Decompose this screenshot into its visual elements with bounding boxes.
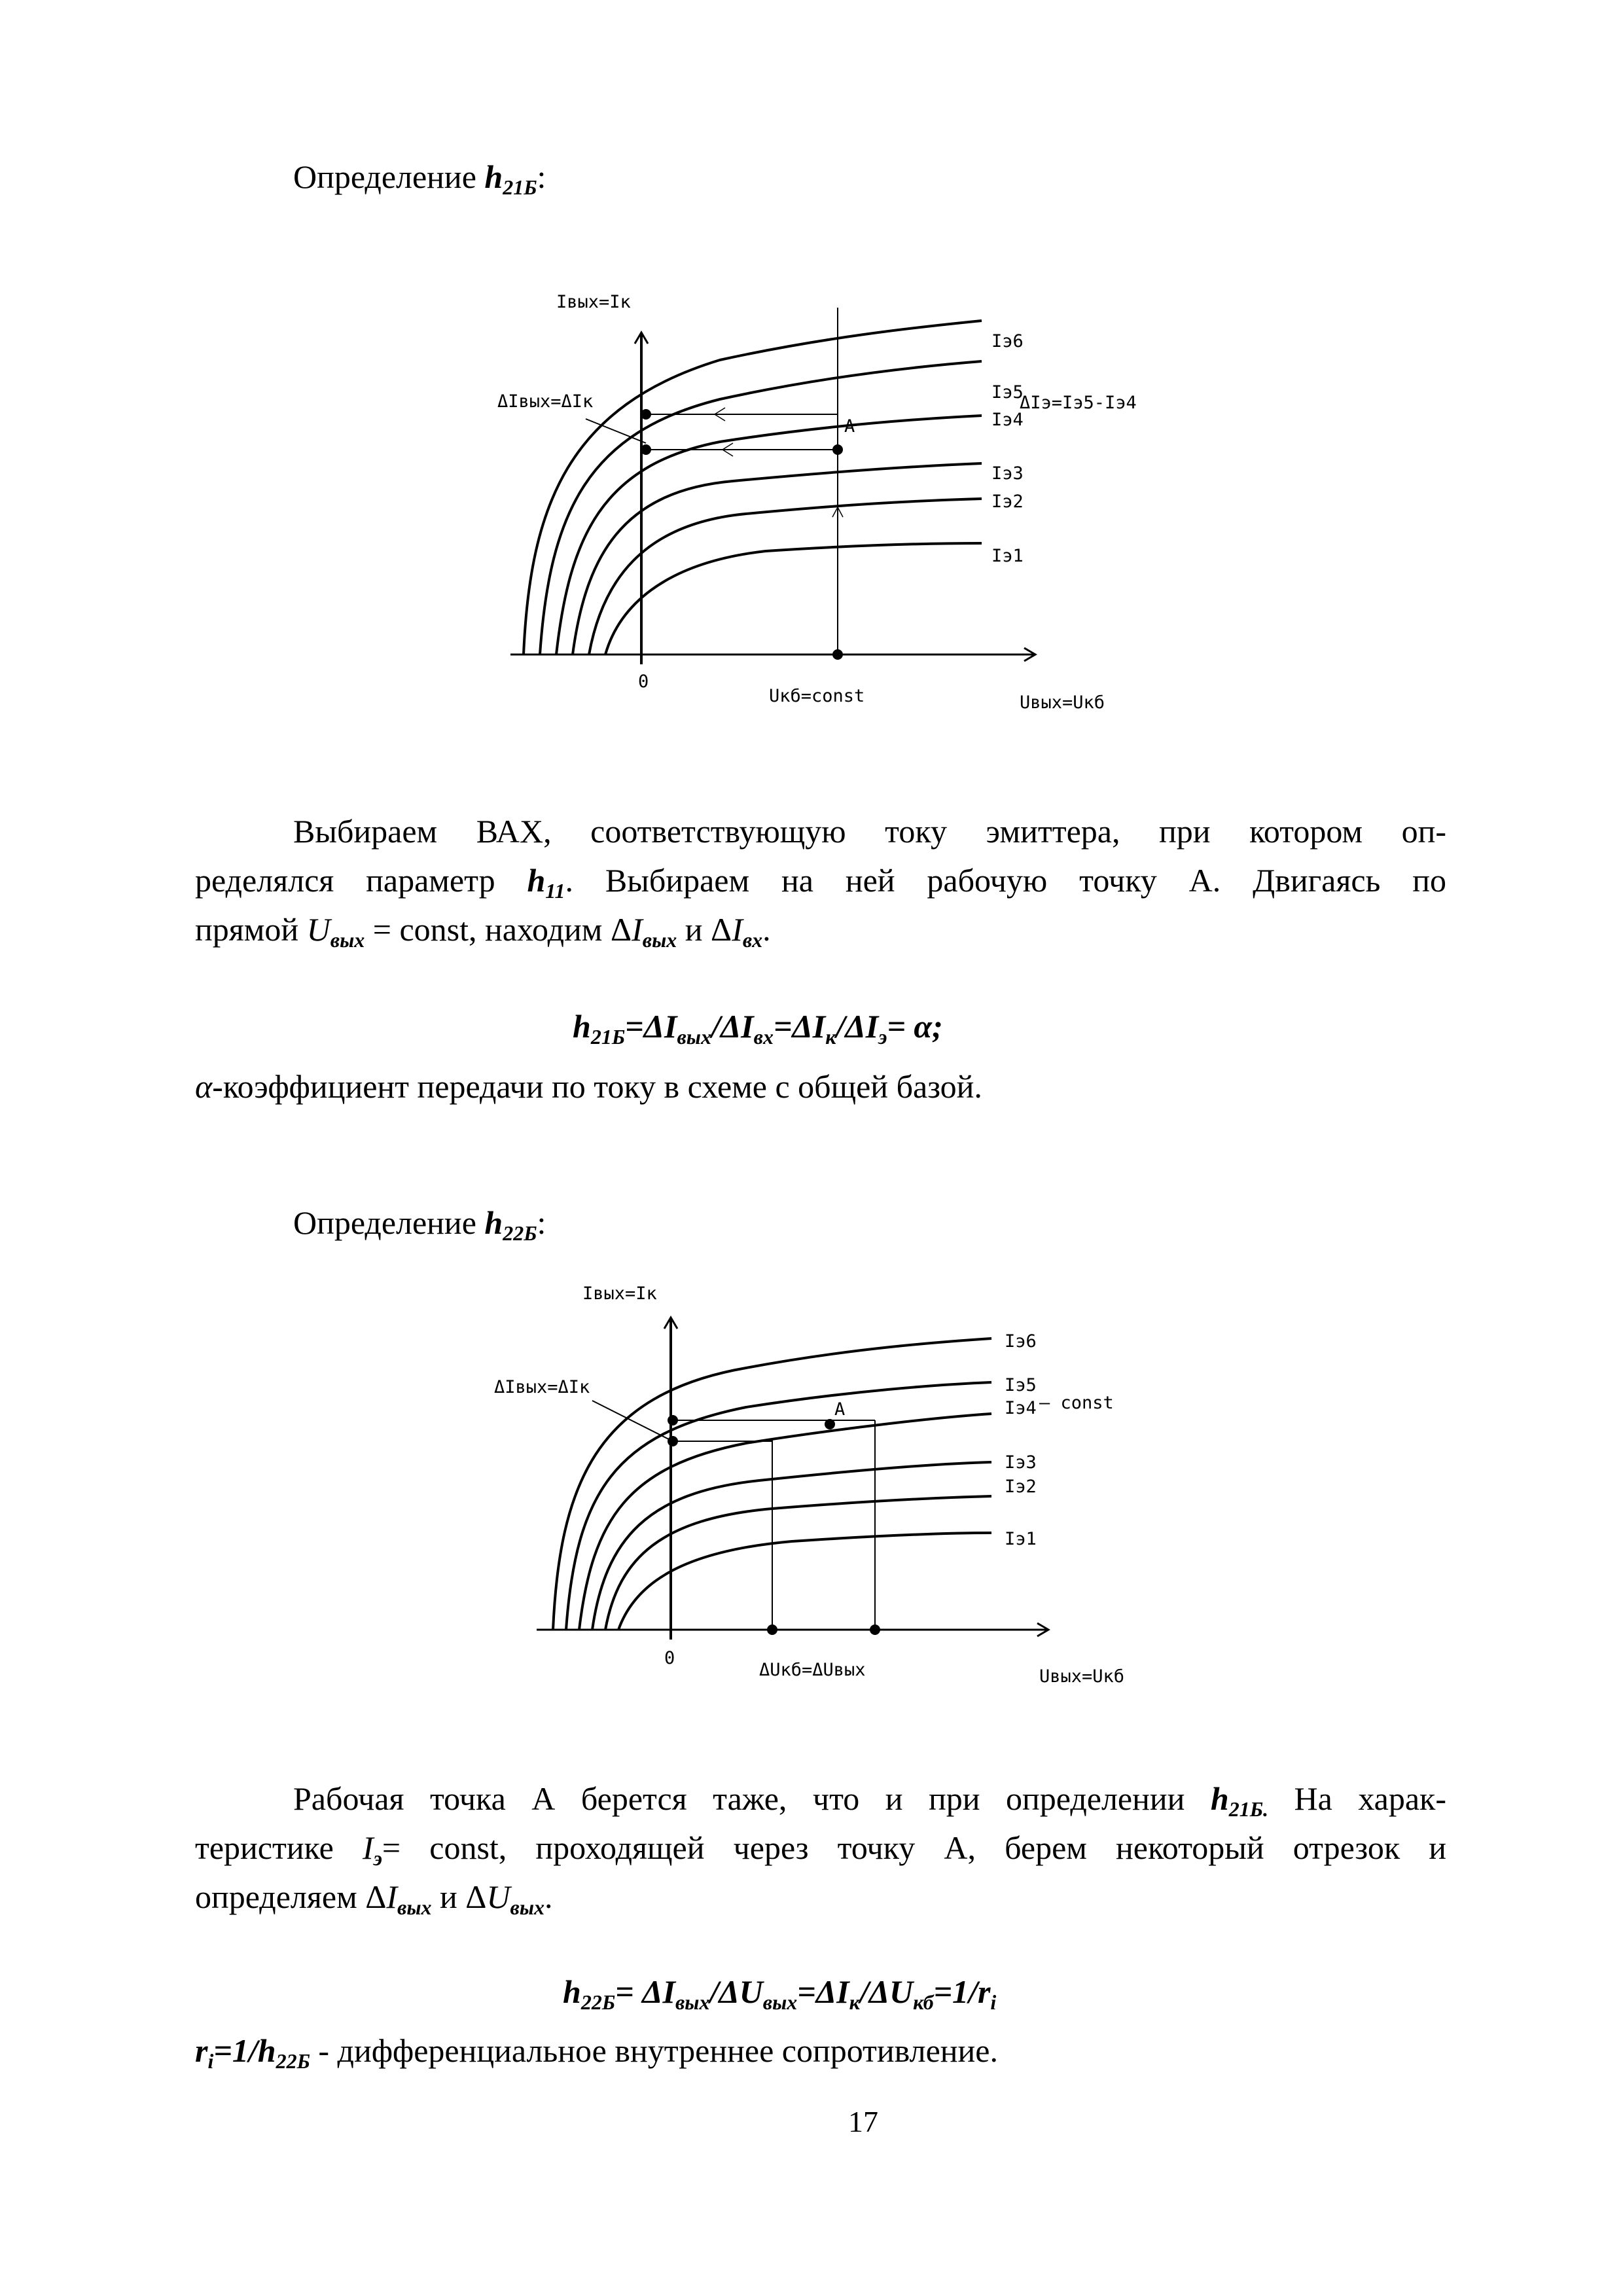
curve-label-ie4: Iэ4 — [991, 410, 1024, 430]
delta-out-label: ΔIвых=ΔIк — [494, 1377, 590, 1397]
paragraph-vax — [195, 812, 1446, 952]
point-x-left — [767, 1624, 777, 1635]
const-label: – const — [1039, 1393, 1114, 1413]
paragraph-line: ределялся параметр $h_{11}$. Выбираем на ней рабочую точку А. Двигаясь по — [195, 862, 1446, 903]
origin-label: 0 — [664, 1648, 675, 1668]
section-heading-h22b: Определение $h_{22Б}$: — [293, 1204, 546, 1245]
curve-label-ie6: Iэ6 — [1005, 1331, 1037, 1352]
delta-in-label: ΔIэ=Iэ5-Iэ4 — [1020, 393, 1137, 413]
vline-label: Uкб=const — [769, 686, 865, 706]
page-number: 17 — [848, 2105, 878, 2138]
y-axis-label: Iвых=Iк — [556, 292, 631, 312]
paragraph-line: определяем $\Delta I_{вых}$ и $\Delta U_{вых}$. — [195, 1878, 553, 1919]
point-x-axis — [832, 649, 843, 660]
curve-ie5 — [540, 361, 982, 655]
curve-label-ie3: Iэ3 — [1005, 1452, 1037, 1473]
curve-label-ie1: Iэ1 — [1005, 1529, 1037, 1549]
delta-out-pointer — [592, 1401, 673, 1441]
y-axis-label: Iвых=Iк — [582, 1283, 657, 1304]
curve-ie2 — [589, 499, 982, 655]
point-upper-axis — [641, 409, 651, 420]
paragraph-line: Выбираем ВАХ, соответствующую току эмиттера, при котором оп- — [293, 813, 1446, 850]
ri-definition: $r_i=1/h_{22Б}$ - дифференциальное внутреннее сопротивление. — [195, 2032, 998, 2073]
formula-h21b: $h_{21Б}=\Delta I_{вых}/\Delta I_{вх}=\Delta I_к/\Delta I_э= \alpha$; — [573, 1008, 943, 1049]
curve-label-ie5: Iэ5 — [1005, 1375, 1037, 1395]
point-a — [825, 1419, 835, 1429]
curve-label-ie2: Iэ2 — [991, 492, 1024, 512]
figure-h21b — [458, 288, 1178, 733]
curve-label-ie6: Iэ6 — [991, 331, 1024, 351]
origin-label: 0 — [638, 672, 649, 692]
paragraph-working-point — [195, 1779, 1447, 1919]
section-heading-h21b: Определение $h_{21Б}$: — [293, 158, 546, 199]
curve-label-ie1: Iэ1 — [991, 546, 1024, 566]
curve-label-ie4: Iэ4 — [1005, 1398, 1037, 1418]
point-a-label: A — [834, 1399, 846, 1420]
curve-ie4 — [556, 416, 982, 655]
paragraph-line: теристике $I_э=$ const, проходящей через точку А, берем некоторый отрезок и — [195, 1829, 1447, 1870]
paragraph-line: Рабочая точка А берется таже, что и при определении $h_{21Б.}$ На харак- — [293, 1780, 1447, 1821]
point-lower-axis — [641, 444, 651, 455]
delta-out-label: ΔIвых=ΔIк — [497, 391, 594, 412]
figure-h22b — [484, 1270, 1204, 1689]
paragraph-line: прямой $U_{вых}$ = const, находим $\Delta I_{вых}$ и $\Delta I_{вх}$. — [195, 911, 771, 952]
delta-x-label: ΔUкб=ΔUвых — [759, 1660, 866, 1680]
point-upper-axis — [668, 1415, 678, 1426]
point-x-right — [870, 1624, 880, 1635]
point-a-label: A — [844, 416, 855, 437]
point-lower-axis — [668, 1436, 678, 1446]
curve-ie1 — [618, 1533, 991, 1630]
alpha-definition: α-коэффициент передачи по току в схеме с общей базой. — [195, 1068, 982, 1105]
curve-ie2 — [605, 1496, 991, 1630]
curve-ie1 — [605, 543, 982, 655]
point-a — [832, 444, 843, 455]
formula-h22b: $h_{22Б}= \Delta I_{вых}/\Delta U_{вых}=\Delta I_к/\Delta U_{кб}=1/r_i$ — [563, 1973, 997, 2014]
curve-ie6 — [524, 321, 982, 655]
x-axis-label: Uвых=Uкб — [1020, 692, 1105, 713]
curve-label-ie3: Iэ3 — [991, 463, 1024, 484]
curve-label-ie5: Iэ5 — [991, 382, 1024, 403]
x-axis-label: Uвых=Uкб — [1039, 1666, 1125, 1687]
curve-label-ie2: Iэ2 — [1005, 1477, 1037, 1497]
